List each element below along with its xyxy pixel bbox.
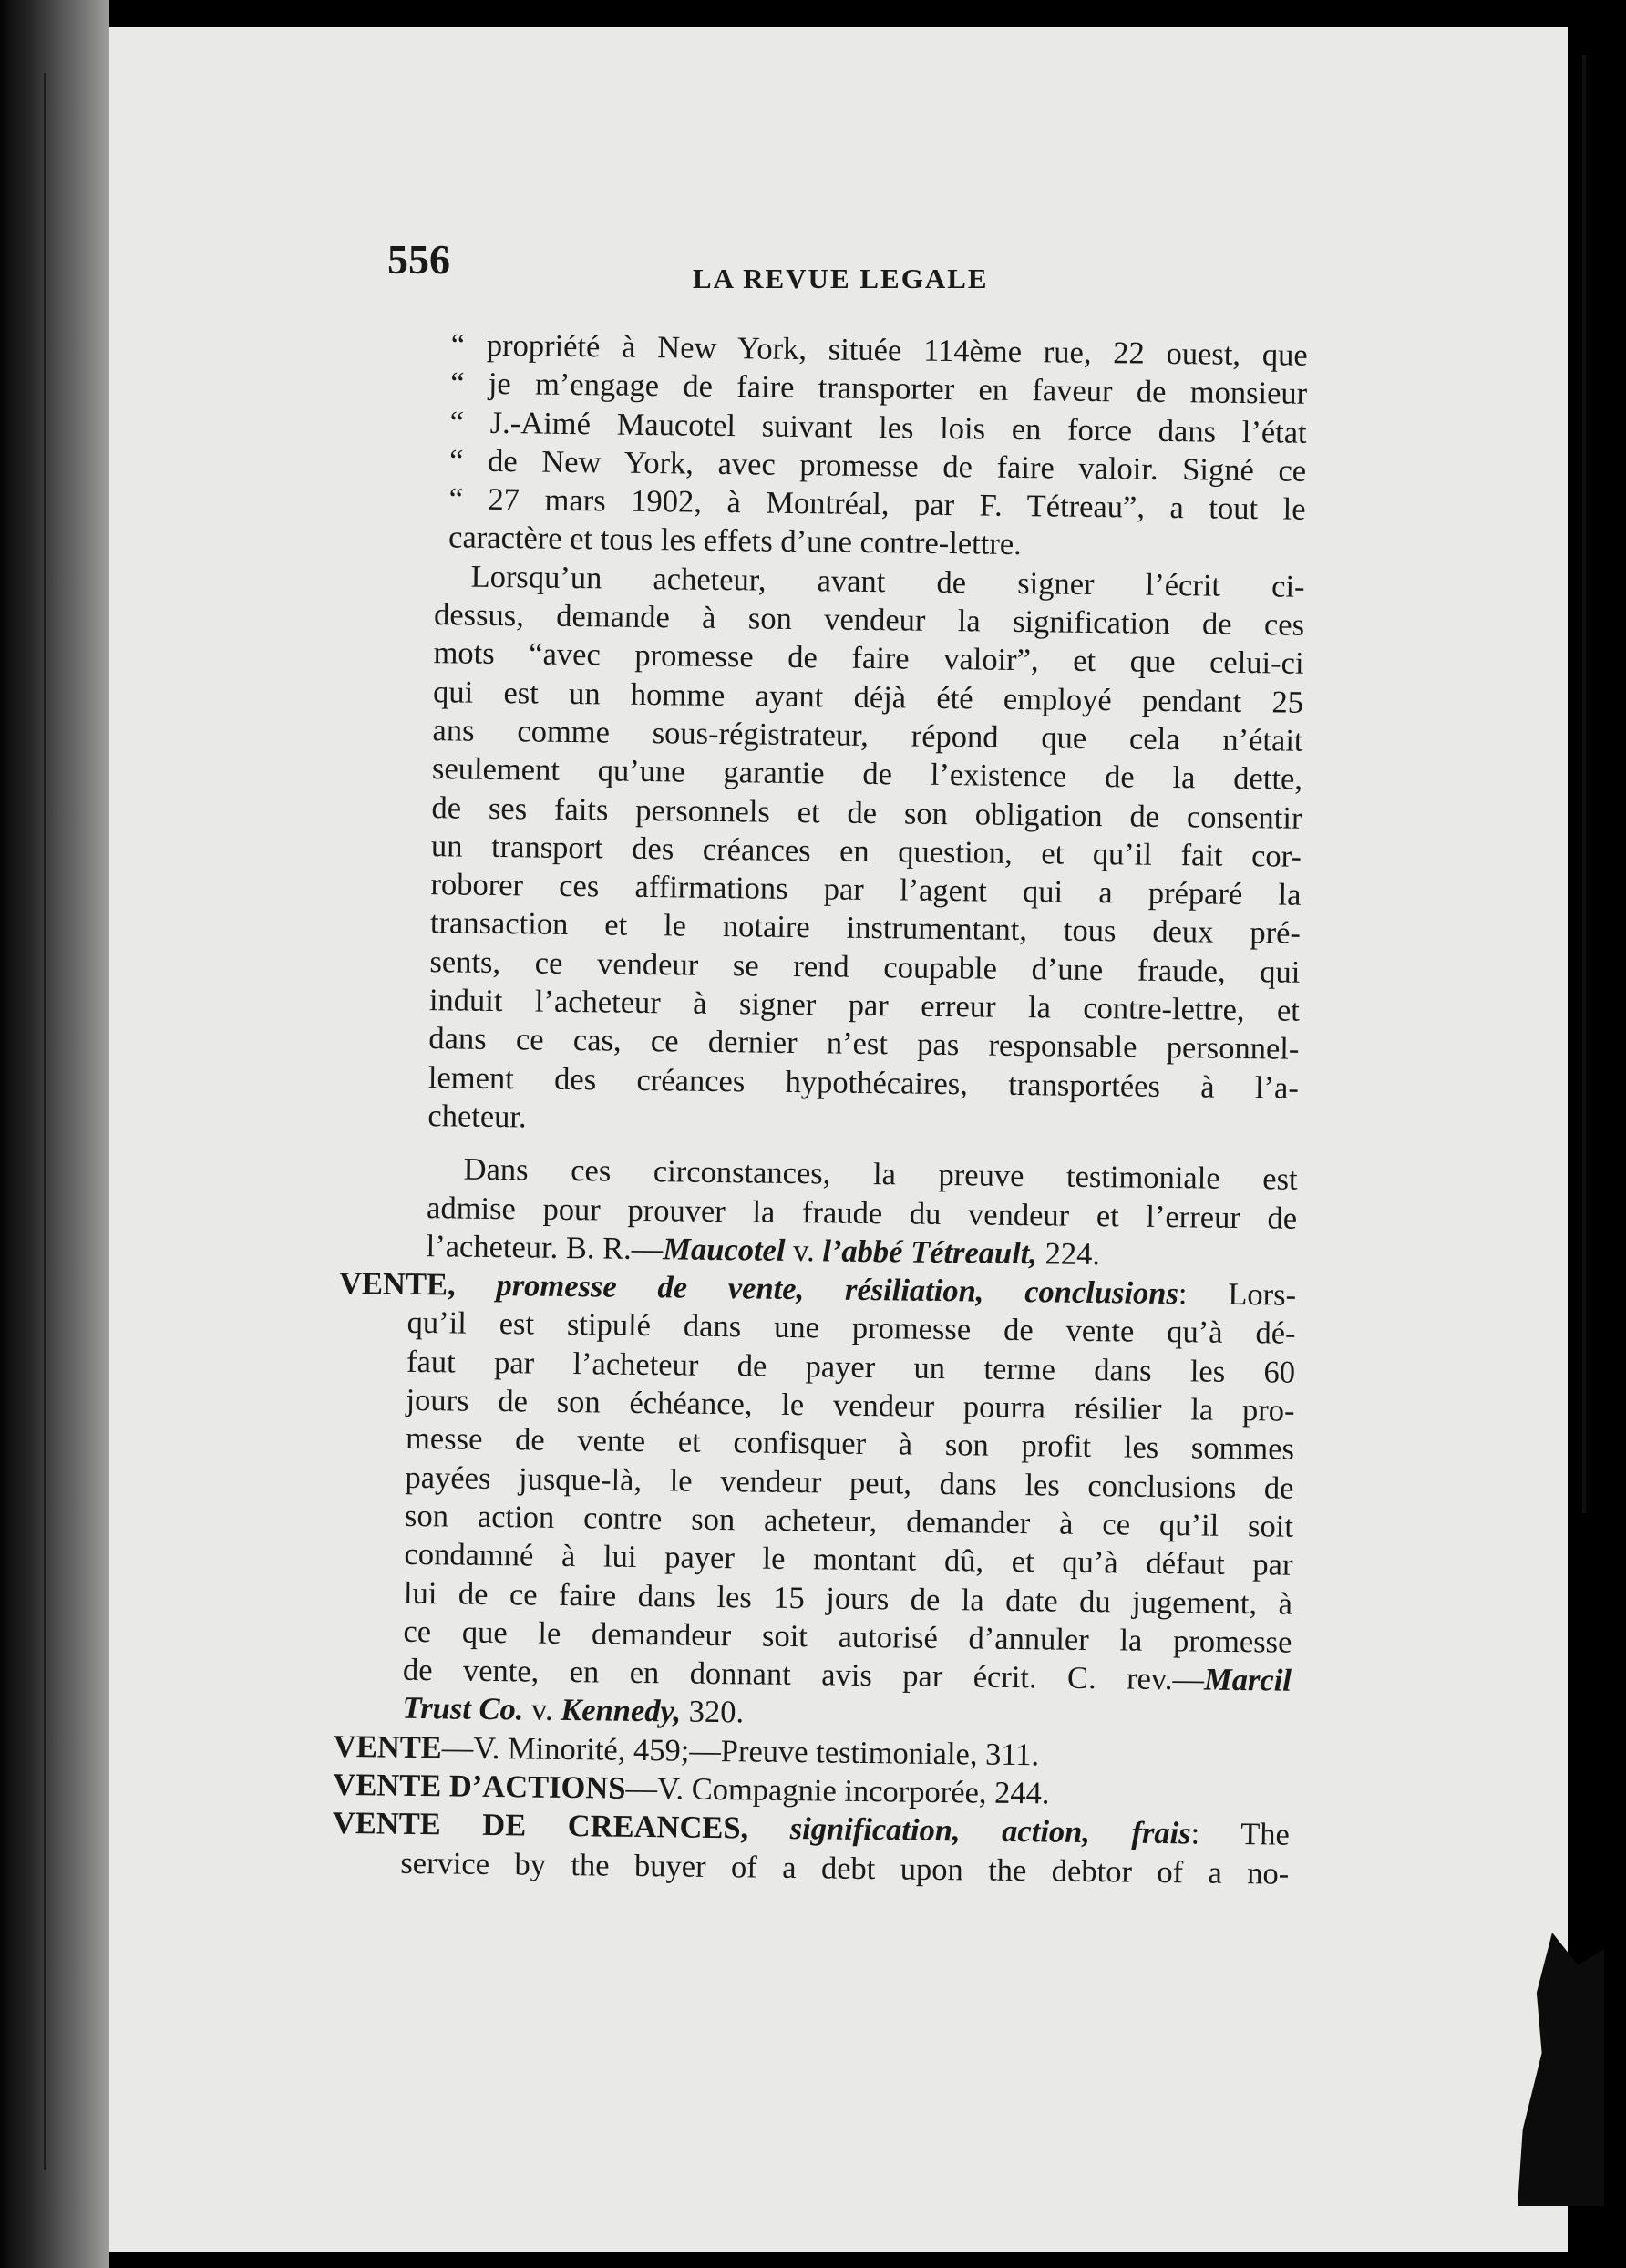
right-rule [1582, 55, 1586, 1513]
text-line: dessus, demande à son vendeur la signification de ces [433, 597, 1305, 643]
entry-text: —V. Compagnie incorporée, 244. [625, 1770, 1050, 1811]
text-line: qu’il est stipulé dans une promesse de vente qu’à dé- [406, 1305, 1296, 1352]
case-page: 320. [680, 1694, 745, 1730]
text-line: “ de New York, avec promesse de faire valoir. Signé ce [448, 443, 1307, 489]
entry-heading: VENTE D’ACTIONS [333, 1767, 626, 1806]
case-party: l’abbé Tétreault, [822, 1233, 1038, 1272]
text-line: roborer ces affirmations par l’agent qui a préparé la [430, 867, 1302, 912]
text-line: induit l’acheteur à signer par erreur la contre-lettre, et [428, 983, 1301, 1028]
text-line: “ propriété à New York, située 114ème rue, 22 ouest, que [450, 327, 1308, 373]
text-line: “ 27 mars 1902, à Montréal, par F. Tétreau”, a tout le [448, 481, 1306, 527]
text-line: ans comme sous-régistrateur, répond que cela n’était [432, 713, 1303, 758]
index-entry-vente-creances [332, 1804, 1290, 1892]
entry-subheading: signification, action, frais [747, 1810, 1191, 1851]
text-line: service by the buyer of a debt upon the debtor of a no- [400, 1845, 1290, 1892]
text-line: Lorsqu’un acheteur, avant de signer l’écrit ci- [470, 559, 1305, 604]
entry-text: —V. Minorité, 459;—Preuve testimoniale, 311. [441, 1730, 1040, 1773]
binding-line [44, 73, 46, 2170]
text-line: mots “avec promesse de faire valoir”, et que celui-ci [433, 635, 1304, 682]
text-line: un transport des créances en question, et qu’il fait cor- [430, 828, 1302, 874]
case-page: 224. [1036, 1236, 1101, 1272]
case-party: Kennedy, [561, 1693, 682, 1729]
binding-shadow [0, 0, 109, 2268]
text-line: son action contre son acheteur, demander à ce qu’il soit [404, 1498, 1294, 1544]
case-versus: v. [523, 1692, 561, 1728]
entry-text: de vente, en en donnant avis par écrit. C. rev.— [402, 1652, 1205, 1697]
text-line: cheteur. [427, 1098, 527, 1135]
text-line: caractère et tous les effets d’une contre-lettre. [448, 520, 1022, 562]
text-line: lement des créances hypothécaires, transportées à l’a- [427, 1059, 1300, 1106]
paragraph [339, 1149, 1297, 1276]
right-edge [1597, 0, 1626, 2268]
quote-block [348, 325, 1308, 568]
entry-heading: VENTE, [338, 1266, 456, 1303]
court-ref: l’acheteur. B. R.— [426, 1228, 664, 1267]
index-entry-vente [334, 1264, 1296, 1738]
text-line: transaction et le notaire instrumentant, tous deux pré- [429, 905, 1302, 952]
case-versus: v. [785, 1232, 823, 1269]
text-body [332, 325, 1308, 1893]
case-party: Marcil [1203, 1662, 1292, 1698]
text-line: seulement qu’une garantie de l’existence de la dette, [431, 751, 1303, 798]
entry-heading: VENTE DE CREANCES, [332, 1806, 749, 1846]
text-line: admise pour prouver la fraude du vendeur et l’erreur de [426, 1190, 1298, 1236]
text-line: Dans ces circonstances, la preuve testimoniale est [463, 1151, 1298, 1197]
text-line: lui de ce faire dans les 15 jours de la date du jugement, à [403, 1575, 1293, 1622]
text-line: “ je m’engage de faire transporter en faveur de monsieur [449, 366, 1308, 412]
page-number: 556 [387, 236, 450, 283]
text-line: payées jusque-là, le vendeur peut, dans les conclusions de [405, 1459, 1294, 1506]
paragraph [341, 556, 1305, 1146]
case-party: Maucotel [663, 1232, 786, 1268]
text-line: jours de son échéance, le vendeur pourra résilier la pro- [406, 1382, 1295, 1428]
text-line: messe de vente et confisquer à son profit les sommes [405, 1421, 1295, 1468]
entry-subheading: promesse de vente, résiliation, conclusions [455, 1267, 1179, 1312]
text-line: “ J.-Aimé Maucotel suivant les lois en force dans l’état [449, 404, 1307, 450]
text-line: ce que le demandeur soit autorisé d’annuler la promesse [403, 1613, 1292, 1660]
text-line: dans ce cas, ce dernier n’est pas responsable personnel- [428, 1021, 1300, 1067]
case-party: Trust Co. [402, 1691, 524, 1727]
text-line: qui est un homme ayant déjà été employé pendant 25 [432, 674, 1304, 720]
running-head: LA REVUE LEGALE [693, 263, 989, 294]
text-line: condamné à lui payer le montant dû, et qu’à défaut par [404, 1537, 1293, 1582]
text-line: faut par l’acheteur de payer un terme dans les 60 [406, 1344, 1296, 1390]
entry-heading: VENTE [333, 1728, 443, 1766]
entry-text: : Lors- [1178, 1276, 1297, 1313]
entry-text: : The [1190, 1816, 1291, 1852]
text-line: sents, ce vendeur se rend coupable d’une fraude, qui [429, 943, 1301, 990]
text-line: de ses faits personnels et de son obligation de consentir [431, 789, 1302, 836]
